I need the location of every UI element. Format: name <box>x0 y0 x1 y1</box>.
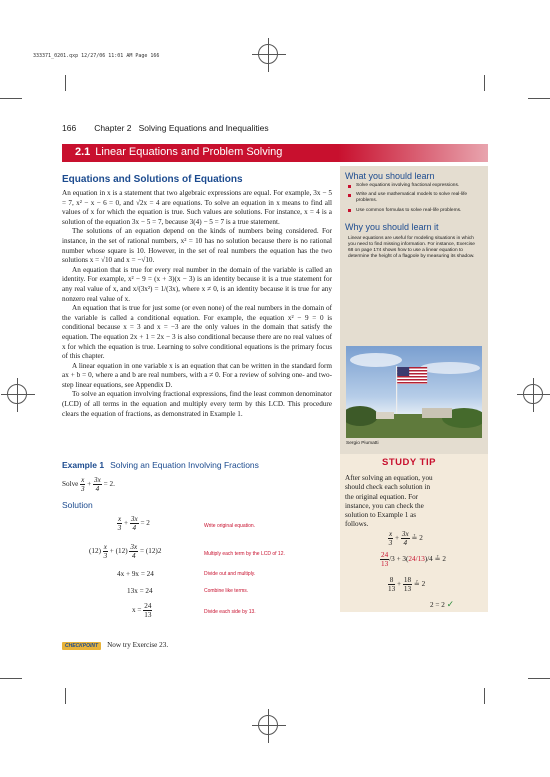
study-tip-text: After solving an equation, you should check each solution in the original equation. For instance, you can check the solution to Example 1 as follows. <box>345 474 433 529</box>
running-head <box>62 123 269 133</box>
why-text: Linear equations are useful for modeling situations in which you need to find missing information. For instance, Exercise 68 on page 174 shows how to use a linear equation to determine the height of a flagpole by measuring its shadow. <box>348 235 475 260</box>
registration-mark-top <box>258 44 278 64</box>
example-prompt: Solve $\frac{x}{3}$ + $\frac{3x}{4}$ = 2. <box>62 476 115 493</box>
page-number: 166 <box>62 123 77 133</box>
study-tip-heading: STUDY TIP <box>382 457 436 468</box>
section-number: 2.1 <box>75 146 91 158</box>
crop-mark <box>484 75 485 91</box>
section-title: Linear Equations and Problem Solving <box>95 146 283 158</box>
crop-mark <box>0 678 22 679</box>
check-step: $\frac{24}{13}$ /3 + 3(24/13)/4 ≟ 2 <box>381 551 446 568</box>
checkpoint-badge: CHECKPOINT <box>62 642 101 650</box>
solution-label: Solution <box>62 500 93 510</box>
objectives-sidebar <box>340 166 488 456</box>
solution-step: (12) $\frac{x}{3}$ + (12) $\frac{3x}{4}$ = (12)2 <box>89 543 162 560</box>
paragraph: To solve an equation involving fractional expressions, find the least common denominator (LCD) of all terms in the equation and multiply every term by this LCD. This procedure clears the equation of fractions, as demonstrated in Example 1. <box>62 390 332 418</box>
step-note: Combine like terms. <box>204 588 249 594</box>
crop-mark <box>528 98 550 99</box>
check-step: $\frac{x}{3}$ + $\frac{3x}{4}$ ≟ 2 <box>388 530 423 547</box>
check-result: 2 = 2 ✓ <box>430 599 455 609</box>
learn-heading: What you should learn <box>345 171 435 181</box>
print-slug: 333371_0201.qxp 12/27/06 11:01 AM Page 166 <box>33 53 160 59</box>
section-banner <box>62 144 488 162</box>
example-label: Example 1 <box>62 460 105 470</box>
study-tip-box <box>340 454 488 612</box>
learn-item: Use common formulas to solve real-life problems. <box>348 208 482 214</box>
learn-item: Solve equations involving fractional expressions. <box>348 183 482 189</box>
why-heading: Why you should learn it <box>345 221 439 232</box>
registration-mark-right <box>523 384 543 404</box>
paragraph: An equation in x is a statement that two algebraic expressions are equal. For example, 3x − 5 = 7, x² − x − 6 = 0, and √2x = 4 are equations. To solve an equation in x means to find all values of x for which the equation is true. Such values are solutions. For instance, x = 4 is a solution of the equation 3x − 5 = 7, because 3(4) − 5 = 7 is a true statement. <box>62 189 332 226</box>
solution-step: x = $\frac{24}{13}$ <box>132 602 152 619</box>
step-note: Divide each side by 13. <box>204 609 256 615</box>
chapter-title: Solving Equations and Inequalities <box>138 123 269 133</box>
subsection-heading: Equations and Solutions of Equations <box>62 174 243 185</box>
step-note: Write original equation. <box>204 523 256 529</box>
solution-step: 4x + 9x = 24 <box>117 570 154 578</box>
example-header <box>62 460 332 470</box>
crop-mark <box>65 688 66 704</box>
crop-mark <box>0 98 22 99</box>
check-step: $\frac{8}{13}$ + $\frac{18}{13}$ ≟ 2 <box>388 576 426 593</box>
step-note: Divide out and multiply. <box>204 571 256 577</box>
paragraph: The solutions of an equation depend on the kinds of numbers being considered. For instance, in the set of rational numbers, x² = 10 has no solution because there is no rational number whose square is 10. However, in the set of real numbers the equation has the two solutions x = √10 and x = −√10. <box>62 227 332 265</box>
chapter-label: Chapter 2 <box>94 123 132 133</box>
checkmark-icon: ✓ <box>446 599 455 609</box>
learn-list <box>340 183 488 214</box>
example-block <box>62 460 332 649</box>
checkpoint-line <box>62 641 168 650</box>
checkpoint-text: Now try Exercise 23. <box>107 641 169 649</box>
solution-step: 13x = 24 <box>127 587 153 595</box>
paragraph: An equation that is true for just some (or even none) of the real numbers in the domain of the variable is called a conditional equation. For example, the equation x² − 9 = 0 is conditional because x = 3 and x = −3 are the only values in the domain that satisfy the equation. The equation 2x + 1 = 2x − 3 is also conditional because there are no real values of x for which the equation is true. Learning to solve conditional equations is the primary focus of this chapter. <box>62 304 332 361</box>
step-note: Multiply each term by the LCD of 12. <box>204 551 285 557</box>
solution-step: $\frac{x}{3}$ + $\frac{3x}{4}$ = 2 <box>117 515 150 532</box>
flagpole-photo <box>346 346 482 438</box>
crop-mark <box>484 688 485 704</box>
example-title: Solving an Equation Involving Fractions <box>110 460 259 470</box>
learn-item: Write and use mathematical models to solve real-life problems. <box>348 192 482 204</box>
paragraph: A linear equation in one variable x is an equation that can be written in the standard form ax + b = 0, where a and b are real numbers, with a ≠ 0. For a review of solving one- and two-step linear equations, see Appendix D. <box>62 361 332 389</box>
photo-credit: Sergio Piumatti <box>346 441 379 446</box>
paragraph: An equation that is true for every real number in the domain of the variable is called an identity. For example, x² − 9 = (x + 3)(x − 3) is an identity because it is a true statement for any real value of x, and x/(3x²) = 1/(3x), where x ≠ 0, is an identity because it is true for any nonzero real value of x. <box>62 265 332 303</box>
crop-mark <box>65 75 66 91</box>
registration-mark-bottom <box>258 715 278 735</box>
main-text-column <box>62 174 332 419</box>
crop-mark <box>528 678 550 679</box>
registration-mark-left <box>7 384 27 404</box>
